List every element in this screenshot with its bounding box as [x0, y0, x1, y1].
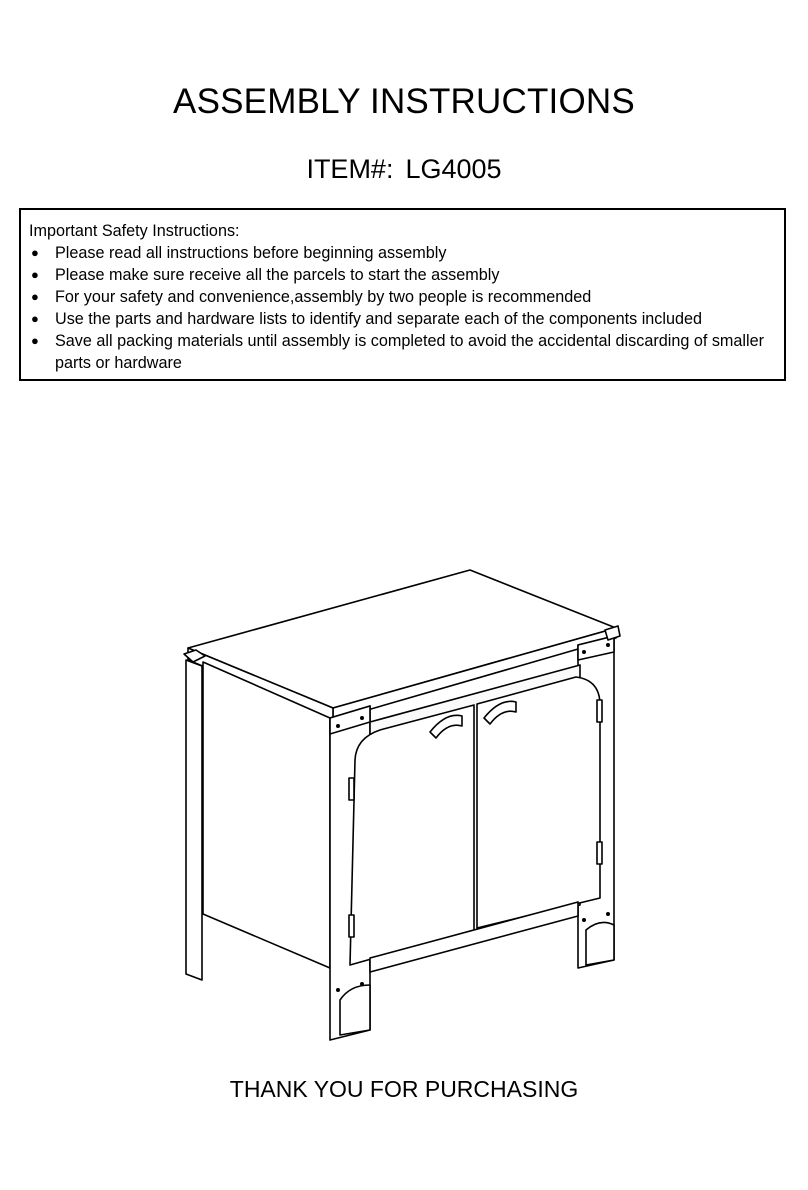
list-item — [29, 242, 778, 264]
safety-instructions-box — [19, 208, 786, 381]
thank-you-text: THANK YOU FOR PURCHASING — [229, 1076, 579, 1102]
bullet-icon: ● — [31, 245, 39, 260]
list-item — [29, 286, 778, 308]
bullet-icon: ● — [31, 311, 39, 326]
safety-item-text: For your safety and convenience,assembly by two people is recommended — [55, 288, 592, 306]
item-label: ITEM#: — [306, 154, 394, 184]
safety-item-text: Save all packing materials until assembly is completed to avoid the accidental discarding of smaller parts or hardware — [55, 332, 765, 372]
item-number: LG4005 — [405, 154, 502, 184]
list-item — [29, 264, 778, 286]
safety-item-text: Please read all instructions before beginning assembly — [55, 244, 447, 262]
safety-list — [29, 242, 778, 374]
list-item — [29, 308, 778, 330]
safety-item-text: Use the parts and hardware lists to identify and separate each of the components included — [55, 310, 702, 328]
list-item — [29, 330, 778, 374]
safety-heading: Important Safety Instructions: — [29, 222, 240, 240]
item-number-line — [0, 154, 808, 185]
safety-item-text: Please make sure receive all the parcels to start the assembly — [55, 266, 500, 284]
cabinet-illustration — [170, 560, 630, 1050]
page-title: ASSEMBLY INSTRUCTIONS — [173, 82, 635, 121]
bullet-icon: ● — [31, 333, 39, 348]
bullet-icon: ● — [31, 289, 39, 304]
bullet-icon: ● — [31, 267, 39, 282]
